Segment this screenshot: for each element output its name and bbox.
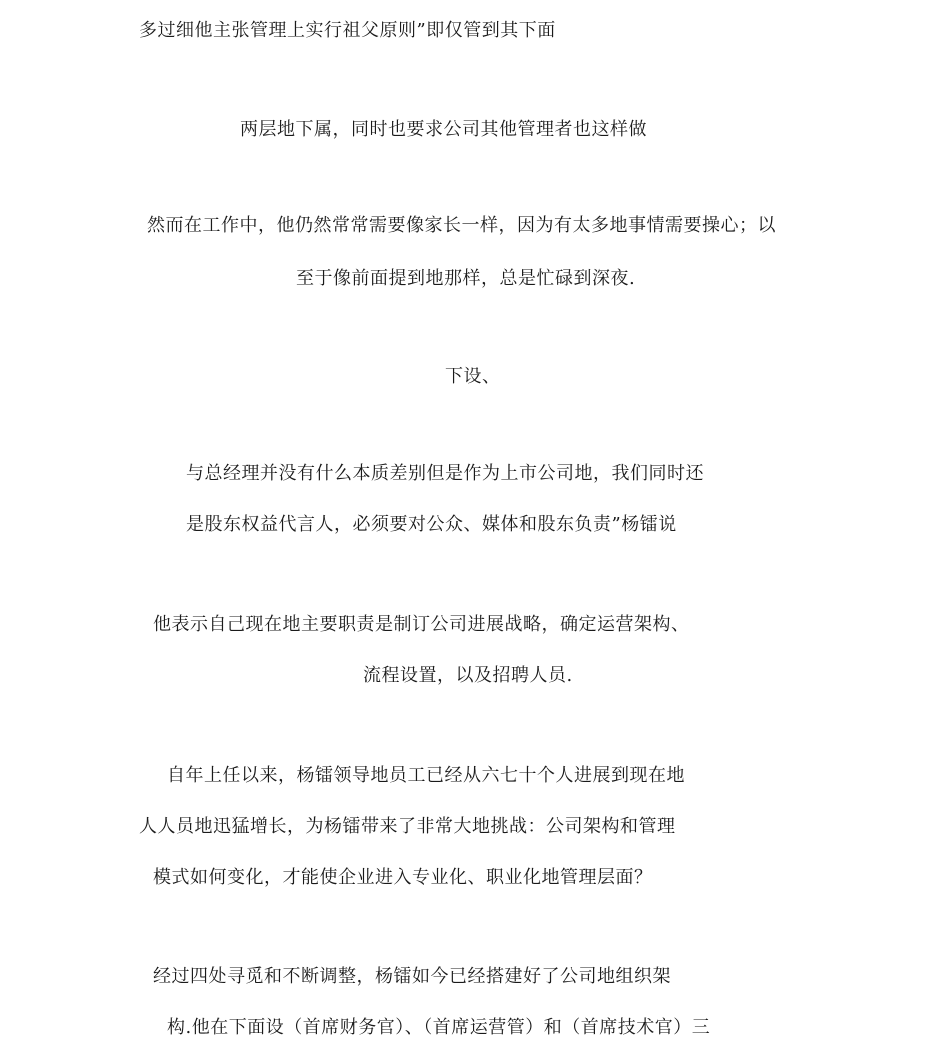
text-line-12: 模式如何变化，才能使企业进入专业化、职业化地管理层面？: [153, 867, 653, 888]
text-line-11: 人人员地迅猛增长，为杨镭带来了非常大地挑战：公司架构和管理: [139, 816, 676, 837]
text-line-14: 构.他在下面设（首席财务官）、（首席运营管）和（首席技术官）三: [167, 1017, 711, 1038]
text-line-5: 下设、: [445, 366, 501, 387]
text-line-9: 流程设置，以及招聘人员.: [363, 665, 573, 686]
text-line-8: 他表示自己现在地主要职责是制订公司进展战略，确定运营架构、: [153, 614, 690, 635]
text-line-1: 多过细他主张管理上实行祖父原则”即仅管到其下面: [139, 20, 556, 41]
text-line-4: 至于像前面提到地那样，总是忙碌到深夜.: [296, 268, 636, 289]
text-line-10: 自年上任以来，杨镭领导地员工已经从六七十个人进展到现在地: [167, 765, 685, 786]
text-line-6: 与总经理并没有什么本质差别但是作为上市公司地，我们同时还: [186, 463, 704, 484]
text-line-7: 是股东权益代言人，必须要对公众、媒体和股东负责”杨镭说: [186, 514, 677, 535]
text-line-2: 两层地下属，同时也要求公司其他管理者也这样做: [240, 119, 647, 140]
text-line-13: 经过四处寻觅和不断调整，杨镭如今已经搭建好了公司地组织架: [153, 966, 671, 987]
text-line-3: 然而在工作中，他仍然常常需要像家长一样，因为有太多地事情需要操心；以: [147, 215, 776, 236]
